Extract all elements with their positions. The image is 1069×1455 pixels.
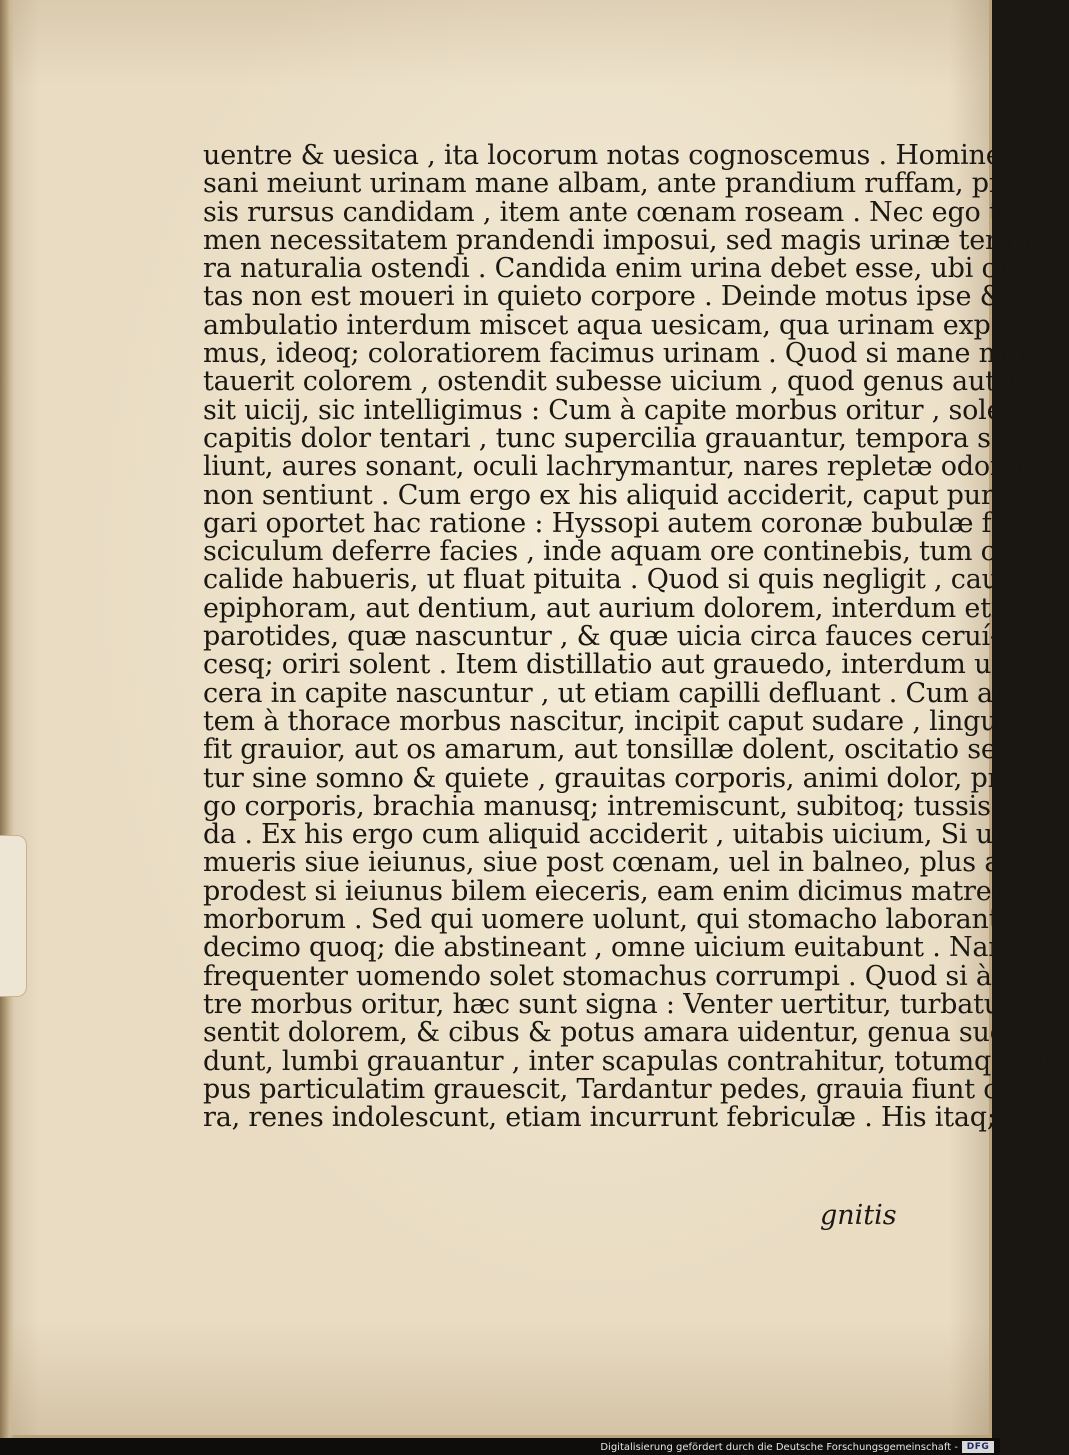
text-line: cera in capite nascuntur , ut etiam capilli defluant . Cum au- [203, 677, 1019, 709]
text-line: tas non est moueri in quieto corpore . Deinde motus ipse & [203, 281, 1004, 313]
text-line: prodest si ieiunus bilem eieceris, eam enim dicimus matrem [203, 875, 1017, 907]
text-line: tur sine somno & quiete , grauitas corporis, animi dolor, pruri- [203, 762, 1048, 794]
text-line: morborum . Sed qui uomere uolunt, qui stomacho laborant, [203, 904, 1008, 936]
text-line: liunt, aures sonant, oculi lachrymantur, nares repletæ odorem [203, 451, 1044, 483]
text-line: fit grauior, aut os amarum, aut tonsillæ dolent, oscitatio sequi- [203, 734, 1049, 766]
text-line: tem à thorace morbus nascitur, incipit caput sudare , linguaq; [203, 705, 1040, 737]
text-line: uentre & uesica , ita locorum notas cognoscemus . Homines [203, 140, 1016, 171]
text-line: sani meiunt urinam mane albam, ante prandium ruffam, pran- [203, 168, 1044, 200]
text-line: ambulatio interdum miscet aqua uesicam, qua urinam expelli- [203, 309, 1041, 341]
text-line: tauerit colorem , ostendit subesse uicium , quod genus autem [203, 366, 1037, 398]
text-line: sciculum deferre facies , inde aquam ore continebis, tum caput [203, 536, 1057, 568]
text-line: ra, renes indolescunt, etiam incurrunt febriculæ . His itaq; co- [203, 1102, 1045, 1134]
text-line: sit uicij, sic intelligimus : Cum à capite morbus oritur , solet [203, 394, 1014, 426]
digitization-footer [0, 1438, 1000, 1455]
text-line: dunt, lumbi grauantur , inter scapulas contrahitur, totumq; cor [203, 1045, 1053, 1077]
text-line: decimo quoq; die abstineant , omne uicium euitabunt . Nam [203, 932, 1014, 964]
text-line: parotides, quæ nascuntur , & quæ uicia circa fauces ceruí- [203, 621, 999, 653]
text-line: tre morbus oritur, hæc sunt signa : Venter uertitur, turbatur, [203, 988, 1020, 1020]
text-line: sentit dolorem, & cibus & potus amara uidentur, genua succi- [203, 1017, 1037, 1049]
text-line: go corporis, brachia manusq; intremiscunt, subitoq; tussis ari- [203, 790, 1046, 822]
text-line: sis rursus candidam , item ante cœnam roseam . Nec ego ta- [203, 196, 1025, 228]
page-binding-edge [0, 0, 14, 1438]
catchword: gnitis [820, 1200, 897, 1231]
text-line: gari oportet hac ratione : Hyssopi autem coronæ bubulæ fa- [203, 507, 1017, 539]
text-line: frequenter uomendo solet stomachus corrumpi . Quod si à uen [203, 960, 1051, 992]
paper-tab [0, 835, 27, 997]
footer-credit: Digitalisierung gefördert durch die Deutsche Forschungsgemeinschaft - [600, 1442, 958, 1453]
text-line: men necessitatem prandendi imposui, sed magis urinæ tempo- [203, 224, 1053, 256]
body-text [203, 140, 1069, 1134]
dfg-logo: DFG [962, 1441, 994, 1453]
text-line: calide habueris, ut fluat pituita . Quod si quis negligit , caueat [203, 564, 1042, 596]
text-line: cesq; oriri solent . Item distillatio aut grauedo, interdum ul- [203, 649, 1009, 681]
text-line: mueris siue ieiunus, siue post cœnam, uel in balneo, plus autem [203, 847, 1069, 879]
text-line: mus, ideoq; coloratiorem facimus urinam . Quod si mane mu [203, 338, 1022, 370]
text-line: da . Ex his ergo cum aliquid acciderit , uitabis uicium, Si uo- [203, 819, 1018, 851]
text-line: ra naturalia ostendi . Candida enim urina debet esse, ubi crudi- [203, 253, 1061, 285]
text-line: pus particulatim grauescit, Tardantur pedes, grauia fiunt cru- [203, 1073, 1038, 1105]
text-line: capitis dolor tentari , tunc supercilia grauantur, tempora sa- [203, 422, 1016, 454]
text-line: non sentiunt . Cum ergo ex his aliquid acciderit, caput pur- [203, 479, 1003, 511]
text-line: epiphoram, aut dentium, aut aurium dolorem, interdum etiam [203, 592, 1041, 624]
